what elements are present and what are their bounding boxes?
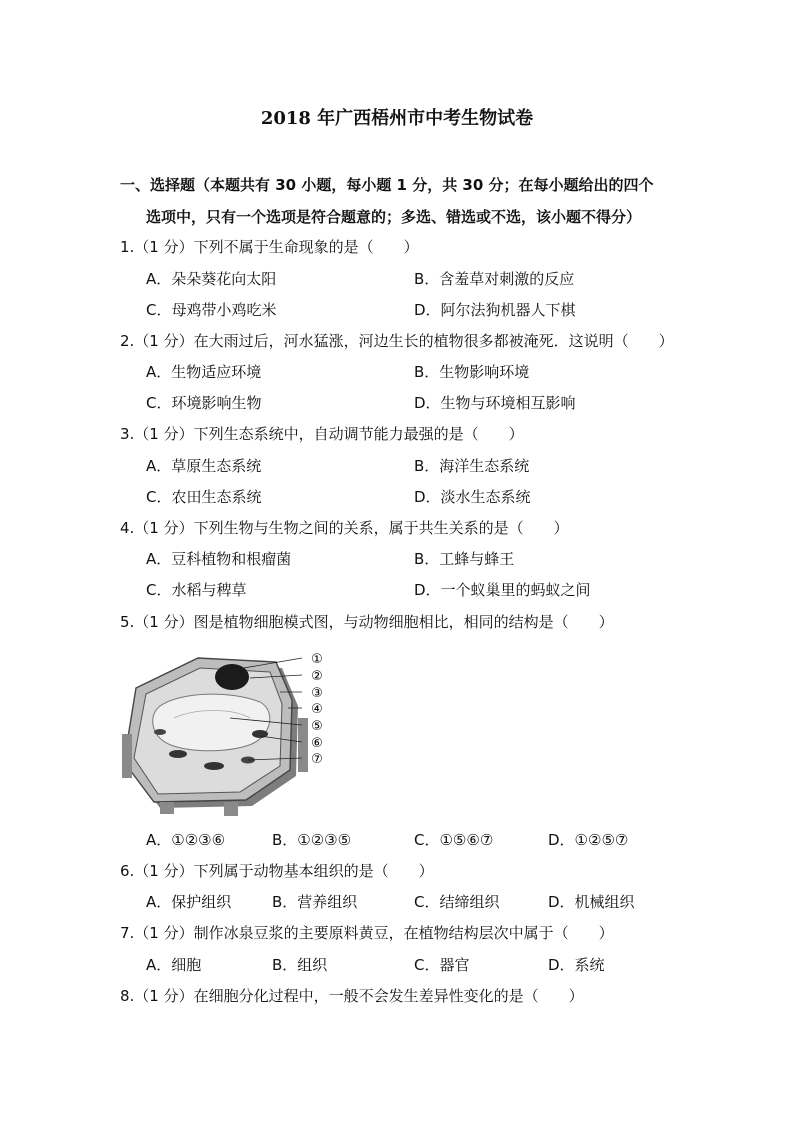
q2-option-a[interactable]: A．生物适应环境 <box>146 363 262 381</box>
q6-option-b[interactable]: B．营养组织 <box>272 893 358 911</box>
diagram-label-2: ② <box>311 669 323 684</box>
diagram-label-5: ⑤ <box>311 719 323 734</box>
q6-option-c[interactable]: C．结缔组织 <box>414 893 500 911</box>
q2-option-b[interactable]: B．生物影响环境 <box>414 363 530 381</box>
diagram-label-4: ④ <box>311 702 323 717</box>
question-1: 1.（1 分）下列不属于生命现象的是（ ） <box>120 238 419 256</box>
q6-option-a[interactable]: A．保护组织 <box>146 893 232 911</box>
q1-option-d[interactable]: D．阿尔法狗机器人下棋 <box>414 301 576 319</box>
q7-option-a[interactable]: A．细胞 <box>146 956 202 974</box>
q4-option-a[interactable]: A．豆科植物和根瘤菌 <box>146 550 292 568</box>
q3-option-c[interactable]: C．农田生态系统 <box>146 488 262 506</box>
q5-option-a[interactable]: A．①②③⑥ <box>146 831 226 849</box>
diagram-label-6: ⑥ <box>311 736 323 751</box>
page-title: 2018 年广西梧州市中考生物试卷 <box>260 108 534 129</box>
section-heading-line-1: 一、选择题（本题共有 30 小题，每小题 1 分，共 30 分；在每小题给出的四个 <box>120 176 654 194</box>
question-6: 6.（1 分）下列属于动物基本组织的是（ ） <box>120 862 434 880</box>
q7-option-b[interactable]: B．组织 <box>272 956 328 974</box>
q7-option-c[interactable]: C．器官 <box>414 956 470 974</box>
question-2: 2.（1 分）在大雨过后，河水猛涨，河边生长的植物很多都被淹死．这说明（ ） <box>120 332 674 350</box>
question-3: 3.（1 分）下列生态系统中，自动调节能力最强的是（ ） <box>120 425 524 443</box>
diagram-label-3: ③ <box>311 686 323 701</box>
diagram-label-1: ① <box>311 652 323 667</box>
q5-option-b[interactable]: B．①②③⑤ <box>272 831 352 849</box>
q5-option-c[interactable]: C．①⑤⑥⑦ <box>414 831 494 849</box>
section-heading-line-2: 选项中，只有一个选项是符合题意的；多选、错选或不选，该小题不得分） <box>146 208 642 226</box>
q4-option-d[interactable]: D．一个蚁巢里的蚂蚁之间 <box>414 581 591 599</box>
q6-option-d[interactable]: D．机械组织 <box>548 893 635 911</box>
q4-option-b[interactable]: B．工蜂与蜂王 <box>414 550 515 568</box>
q3-option-b[interactable]: B．海洋生态系统 <box>414 457 530 475</box>
q5-option-d[interactable]: D．①②⑤⑦ <box>548 831 629 849</box>
q3-option-a[interactable]: A．草原生态系统 <box>146 457 262 475</box>
q7-option-d[interactable]: D．系统 <box>548 956 605 974</box>
q2-option-d[interactable]: D．生物与环境相互影响 <box>414 394 576 412</box>
question-5: 5.（1 分）图是植物细胞模式图，与动物细胞相比，相同的结构是（ ） <box>120 613 614 631</box>
question-8: 8.（1 分）在细胞分化过程中，一般不会发生差异性变化的是（ ） <box>120 987 584 1005</box>
diagram-label-7: ⑦ <box>311 752 323 767</box>
plant-cell-diagram <box>120 648 340 816</box>
q2-option-c[interactable]: C．环境影响生物 <box>146 394 262 412</box>
q1-option-a[interactable]: A．朵朵葵花向太阳 <box>146 270 277 288</box>
q1-option-b[interactable]: B．含羞草对刺激的反应 <box>414 270 575 288</box>
q1-option-c[interactable]: C．母鸡带小鸡吃米 <box>146 301 277 319</box>
q4-option-c[interactable]: C．水稻与稗草 <box>146 581 247 599</box>
question-7: 7.（1 分）制作冰泉豆浆的主要原料黄豆，在植物结构层次中属于（ ） <box>120 924 614 942</box>
question-4: 4.（1 分）下列生物与生物之间的关系，属于共生关系的是（ ） <box>120 519 569 537</box>
q3-option-d[interactable]: D．淡水生态系统 <box>414 488 531 506</box>
